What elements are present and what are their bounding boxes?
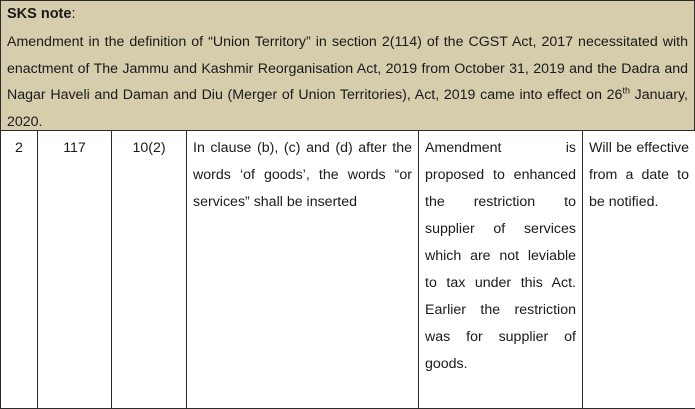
amendment-table bbox=[0, 130, 695, 409]
amendment-cell: In clause (b), (c) and (d) after the words ‘of goods’, the words “or services” shall be inserted bbox=[187, 131, 419, 409]
sl-no-cell: 2 bbox=[1, 131, 38, 409]
section-cell: 10(2) bbox=[112, 131, 187, 409]
note-body-tail: January, 2020. bbox=[7, 87, 688, 130]
note-title-colon: : bbox=[71, 6, 75, 22]
note-body bbox=[7, 29, 688, 135]
note-heading bbox=[7, 4, 75, 24]
note-body-superscript: th bbox=[622, 85, 630, 95]
note-body-text: Amendment in the definition of “Union Territory” in section 2(114) of the CGST Act, 2017 necessitated with enactment of The Jammu and Kashmir Reorganisation Act, 2019 from October 31, 2019 and the Dadra and Nagar Haveli and Daman and Diu (Merger of Union Territories), Act, 2019 came into effect on 26 bbox=[7, 34, 688, 103]
note-title: SKS note bbox=[7, 6, 71, 22]
sks-note-box bbox=[0, 0, 695, 130]
clause-cell: 117 bbox=[38, 131, 112, 409]
rationale-cell: Amendment is proposed to enhanced the restriction to supplier of services which are not leviable to tax under this Act. Earlier the restriction was for supplier of goods. bbox=[419, 131, 583, 409]
table-row bbox=[1, 131, 695, 409]
effective-date-cell: Will be effective from a date to be notified. bbox=[583, 131, 695, 409]
